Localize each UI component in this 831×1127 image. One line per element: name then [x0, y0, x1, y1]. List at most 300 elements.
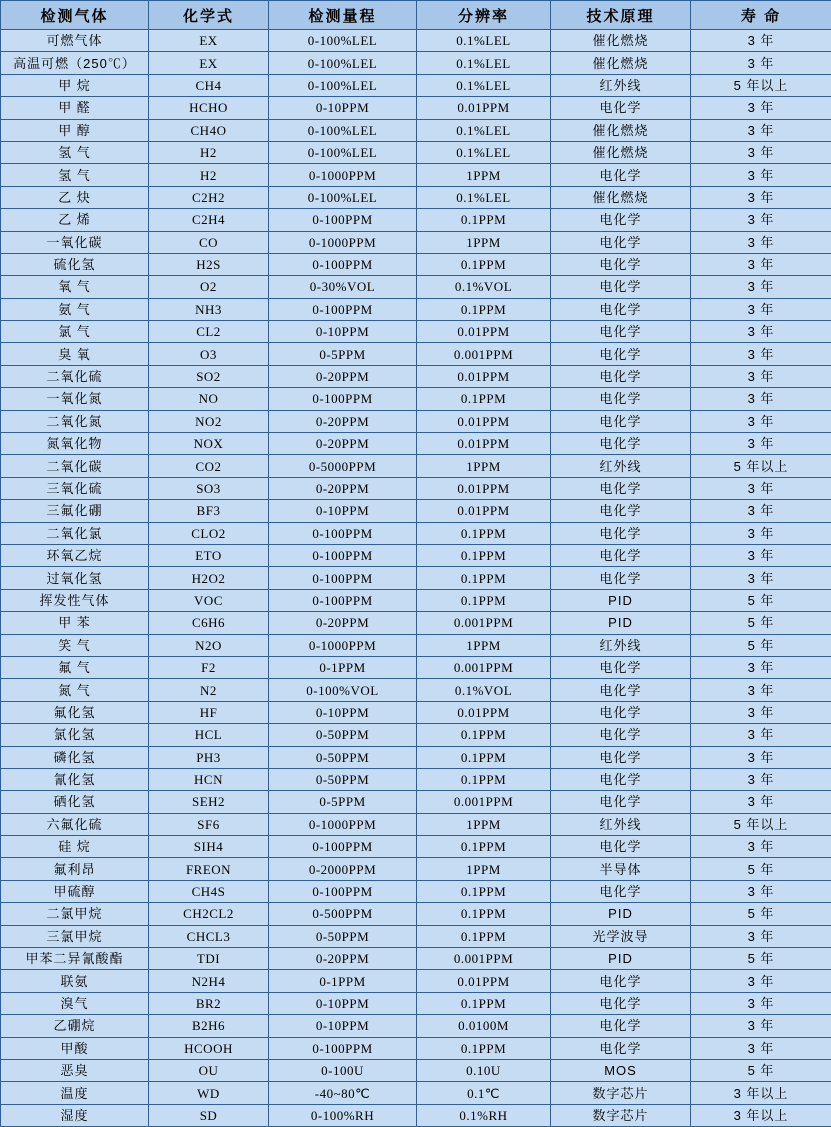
cell-principle: 光学波导 [551, 925, 691, 947]
column-header-lifetime: 寿 命 [691, 1, 831, 30]
cell-formula: HCN [149, 768, 269, 790]
cell-gas: 笑 气 [1, 634, 149, 656]
cell-resolution: 0.1%LEL [417, 119, 551, 141]
cell-formula: C2H4 [149, 209, 269, 231]
cell-lifetime: 3 年 [691, 544, 831, 566]
cell-formula: N2O [149, 634, 269, 656]
table-row [1, 992, 831, 1014]
column-header-formula: 化学式 [149, 1, 269, 30]
table-row [1, 880, 831, 902]
cell-lifetime: 3 年 [691, 209, 831, 231]
cell-principle: 催化燃烧 [551, 186, 691, 208]
cell-gas: 可燃气体 [1, 30, 149, 52]
table-row [1, 410, 831, 432]
cell-principle: 电化学 [551, 746, 691, 768]
cell-gas: 六氟化硫 [1, 813, 149, 835]
cell-lifetime: 3 年 [691, 1037, 831, 1059]
cell-formula: NO2 [149, 410, 269, 432]
cell-gas: 二氧化碳 [1, 455, 149, 477]
cell-principle: 电化学 [551, 1037, 691, 1059]
cell-formula: O2 [149, 276, 269, 298]
cell-resolution: 1PPM [417, 455, 551, 477]
cell-gas: 甲 醇 [1, 119, 149, 141]
cell-gas: 乙 炔 [1, 186, 149, 208]
cell-principle: PID [551, 589, 691, 611]
cell-lifetime: 3 年 [691, 567, 831, 589]
cell-resolution: 0.1PPM [417, 925, 551, 947]
cell-formula: SO2 [149, 365, 269, 387]
cell-formula: EX [149, 30, 269, 52]
cell-gas: 乙 烯 [1, 209, 149, 231]
cell-gas: 氯 气 [1, 321, 149, 343]
cell-formula: CO2 [149, 455, 269, 477]
cell-formula: HCHO [149, 97, 269, 119]
cell-range: 0-500PPM [269, 903, 417, 925]
cell-lifetime: 3 年 [691, 343, 831, 365]
cell-resolution: 1PPM [417, 164, 551, 186]
cell-resolution: 0.01PPM [417, 365, 551, 387]
cell-principle: 电化学 [551, 544, 691, 566]
cell-principle: 电化学 [551, 836, 691, 858]
cell-range: 0-10PPM [269, 500, 417, 522]
cell-principle: 电化学 [551, 500, 691, 522]
cell-principle: 电化学 [551, 970, 691, 992]
table-row [1, 656, 831, 678]
cell-lifetime: 3 年 [691, 500, 831, 522]
cell-formula: FREON [149, 858, 269, 880]
cell-resolution: 0.1PPM [417, 567, 551, 589]
cell-formula: CL2 [149, 321, 269, 343]
cell-range: 0-10PPM [269, 1015, 417, 1037]
table-row [1, 612, 831, 634]
cell-resolution: 0.1℃ [417, 1082, 551, 1104]
cell-lifetime: 3 年 [691, 52, 831, 74]
table-row [1, 903, 831, 925]
cell-gas: 臭 氧 [1, 343, 149, 365]
cell-range: 0-1000PPM [269, 634, 417, 656]
cell-formula: CHCL3 [149, 925, 269, 947]
cell-lifetime: 5 年 [691, 634, 831, 656]
table-row [1, 858, 831, 880]
header-row [1, 1, 831, 30]
cell-range: 0-100PPM [269, 209, 417, 231]
cell-principle: 电化学 [551, 791, 691, 813]
cell-principle: 电化学 [551, 724, 691, 746]
table-row [1, 30, 831, 52]
cell-resolution: 0.1%LEL [417, 141, 551, 163]
table-row [1, 701, 831, 723]
cell-principle: 红外线 [551, 74, 691, 96]
cell-formula: CH4 [149, 74, 269, 96]
cell-range: 0-1000PPM [269, 231, 417, 253]
cell-formula: SEH2 [149, 791, 269, 813]
cell-formula: CLO2 [149, 522, 269, 544]
cell-resolution: 0.0100M [417, 1015, 551, 1037]
table-header [1, 1, 831, 30]
table-row [1, 209, 831, 231]
cell-principle: 电化学 [551, 164, 691, 186]
cell-gas: 硒化氢 [1, 791, 149, 813]
table-row [1, 141, 831, 163]
table-row [1, 544, 831, 566]
cell-resolution: 1PPM [417, 231, 551, 253]
cell-range: 0-50PPM [269, 724, 417, 746]
cell-resolution: 0.01PPM [417, 97, 551, 119]
table-row [1, 97, 831, 119]
cell-formula: NOX [149, 433, 269, 455]
cell-formula: N2 [149, 679, 269, 701]
cell-formula: HCL [149, 724, 269, 746]
cell-principle: 电化学 [551, 276, 691, 298]
cell-principle: 电化学 [551, 992, 691, 1014]
cell-lifetime: 3 年 [691, 970, 831, 992]
cell-gas: 甲 醛 [1, 97, 149, 119]
cell-lifetime: 3 年 [691, 701, 831, 723]
table-row [1, 948, 831, 970]
cell-gas: 恶臭 [1, 1059, 149, 1081]
cell-formula: F2 [149, 656, 269, 678]
cell-principle: 电化学 [551, 410, 691, 432]
table-row [1, 164, 831, 186]
cell-principle: 红外线 [551, 455, 691, 477]
cell-gas: 湿度 [1, 1104, 149, 1126]
table-row [1, 925, 831, 947]
cell-range: 0-100%LEL [269, 141, 417, 163]
cell-range: 0-100PPM [269, 567, 417, 589]
cell-range: 0-100%LEL [269, 30, 417, 52]
cell-range: 0-100PPM [269, 388, 417, 410]
cell-lifetime: 3 年 [691, 365, 831, 387]
cell-range: 0-20PPM [269, 612, 417, 634]
cell-range: 0-100PPM [269, 298, 417, 320]
cell-lifetime: 3 年 [691, 880, 831, 902]
cell-principle: 电化学 [551, 768, 691, 790]
cell-formula: CO [149, 231, 269, 253]
table-row [1, 52, 831, 74]
cell-formula: H2 [149, 164, 269, 186]
cell-lifetime: 3 年 [691, 321, 831, 343]
cell-range: 0-20PPM [269, 948, 417, 970]
cell-formula: BR2 [149, 992, 269, 1014]
cell-formula: PH3 [149, 746, 269, 768]
cell-gas: 一氧化碳 [1, 231, 149, 253]
cell-formula: H2 [149, 141, 269, 163]
cell-lifetime: 3 年 [691, 791, 831, 813]
cell-gas: 二氧化氮 [1, 410, 149, 432]
cell-formula: NH3 [149, 298, 269, 320]
cell-gas: 环氧乙烷 [1, 544, 149, 566]
cell-lifetime: 3 年 [691, 925, 831, 947]
cell-resolution: 0.01PPM [417, 410, 551, 432]
cell-formula: VOC [149, 589, 269, 611]
cell-range: 0-100%LEL [269, 52, 417, 74]
cell-gas: 氢 气 [1, 141, 149, 163]
table-row [1, 433, 831, 455]
cell-resolution: 0.1PPM [417, 992, 551, 1014]
table-row [1, 74, 831, 96]
cell-lifetime: 3 年 [691, 656, 831, 678]
cell-range: 0-100PPM [269, 544, 417, 566]
cell-principle: 电化学 [551, 253, 691, 275]
cell-principle: 电化学 [551, 1015, 691, 1037]
cell-lifetime: 3 年 [691, 746, 831, 768]
cell-range: 0-100%LEL [269, 119, 417, 141]
cell-resolution: 0.1PPM [417, 544, 551, 566]
cell-lifetime: 3 年 [691, 298, 831, 320]
table-row [1, 724, 831, 746]
cell-gas: 硫化氢 [1, 253, 149, 275]
cell-gas: 温度 [1, 1082, 149, 1104]
cell-principle: 电化学 [551, 231, 691, 253]
table-row [1, 634, 831, 656]
cell-principle: 电化学 [551, 209, 691, 231]
cell-principle: 电化学 [551, 701, 691, 723]
cell-resolution: 0.01PPM [417, 433, 551, 455]
cell-range: 0-100PPM [269, 589, 417, 611]
table-row [1, 679, 831, 701]
cell-resolution: 0.1PPM [417, 903, 551, 925]
cell-range: 0-20PPM [269, 410, 417, 432]
cell-lifetime: 5 年 [691, 589, 831, 611]
cell-lifetime: 3 年 [691, 97, 831, 119]
cell-gas: 二氯甲烷 [1, 903, 149, 925]
cell-lifetime: 5 年 [691, 858, 831, 880]
cell-resolution: 0.1%RH [417, 1104, 551, 1126]
table-row [1, 321, 831, 343]
cell-gas: 溴气 [1, 992, 149, 1014]
cell-principle: 催化燃烧 [551, 30, 691, 52]
cell-resolution: 0.01PPM [417, 701, 551, 723]
cell-range: 0-100%LEL [269, 186, 417, 208]
cell-lifetime: 5 年 [691, 612, 831, 634]
column-header-principle: 技术原理 [551, 1, 691, 30]
cell-gas: 二氧化硫 [1, 365, 149, 387]
cell-formula: HCOOH [149, 1037, 269, 1059]
table-row [1, 1059, 831, 1081]
cell-range: 0-30%VOL [269, 276, 417, 298]
cell-gas: 挥发性气体 [1, 589, 149, 611]
cell-resolution: 0.1%LEL [417, 74, 551, 96]
cell-formula: C2H2 [149, 186, 269, 208]
cell-gas: 乙硼烷 [1, 1015, 149, 1037]
cell-principle: 催化燃烧 [551, 52, 691, 74]
table-row [1, 500, 831, 522]
cell-gas: 联氨 [1, 970, 149, 992]
cell-lifetime: 3 年 [691, 724, 831, 746]
cell-formula: HF [149, 701, 269, 723]
column-header-gas: 检测气体 [1, 1, 149, 30]
cell-resolution: 0.1PPM [417, 768, 551, 790]
cell-principle: 数字芯片 [551, 1104, 691, 1126]
cell-lifetime: 3 年 [691, 186, 831, 208]
table-row [1, 1037, 831, 1059]
table-row [1, 1082, 831, 1104]
cell-gas: 氢 气 [1, 164, 149, 186]
cell-formula: CH4S [149, 880, 269, 902]
cell-resolution: 0.001PPM [417, 612, 551, 634]
table-row [1, 119, 831, 141]
cell-resolution: 0.1PPM [417, 1037, 551, 1059]
cell-resolution: 0.1PPM [417, 724, 551, 746]
cell-gas: 甲苯二异氰酸酯 [1, 948, 149, 970]
cell-gas: 氟化氢 [1, 701, 149, 723]
table-body [1, 30, 831, 1127]
cell-lifetime: 3 年 [691, 141, 831, 163]
cell-principle: MOS [551, 1059, 691, 1081]
cell-principle: PID [551, 903, 691, 925]
cell-principle: 电化学 [551, 522, 691, 544]
cell-lifetime: 3 年 [691, 679, 831, 701]
cell-lifetime: 5 年 [691, 903, 831, 925]
table-row [1, 455, 831, 477]
column-header-resolution: 分辨率 [417, 1, 551, 30]
cell-gas: 甲 苯 [1, 612, 149, 634]
cell-resolution: 0.1PPM [417, 388, 551, 410]
cell-gas: 高温可燃（250℃） [1, 52, 149, 74]
cell-gas: 三氧化硫 [1, 477, 149, 499]
cell-range: 0-10PPM [269, 701, 417, 723]
cell-principle: 电化学 [551, 97, 691, 119]
cell-range: 0-5PPM [269, 791, 417, 813]
cell-lifetime: 3 年 [691, 522, 831, 544]
cell-formula: SIH4 [149, 836, 269, 858]
cell-range: 0-100PPM [269, 253, 417, 275]
table-row [1, 768, 831, 790]
cell-lifetime: 3 年 [691, 836, 831, 858]
cell-lifetime: 3 年 [691, 30, 831, 52]
cell-principle: 半导体 [551, 858, 691, 880]
cell-gas: 三氯甲烷 [1, 925, 149, 947]
cell-lifetime: 5 年 [691, 948, 831, 970]
cell-principle: 电化学 [551, 880, 691, 902]
cell-formula: OU [149, 1059, 269, 1081]
cell-resolution: 0.01PPM [417, 500, 551, 522]
cell-range: 0-100PPM [269, 836, 417, 858]
cell-gas: 氧 气 [1, 276, 149, 298]
cell-range: 0-100%VOL [269, 679, 417, 701]
cell-gas: 一氧化氮 [1, 388, 149, 410]
cell-principle: 电化学 [551, 343, 691, 365]
cell-resolution: 0.1PPM [417, 746, 551, 768]
cell-gas: 磷化氢 [1, 746, 149, 768]
table-row [1, 1104, 831, 1126]
cell-range: 0-50PPM [269, 925, 417, 947]
cell-range: 0-20PPM [269, 477, 417, 499]
cell-lifetime: 3 年以上 [691, 1082, 831, 1104]
table-row [1, 836, 831, 858]
cell-principle: 红外线 [551, 634, 691, 656]
cell-formula: BF3 [149, 500, 269, 522]
cell-lifetime: 3 年 [691, 231, 831, 253]
cell-resolution: 1PPM [417, 813, 551, 835]
cell-formula: SF6 [149, 813, 269, 835]
cell-principle: 催化燃烧 [551, 141, 691, 163]
cell-gas: 甲酸 [1, 1037, 149, 1059]
table-row [1, 791, 831, 813]
cell-resolution: 0.1PPM [417, 522, 551, 544]
cell-formula: B2H6 [149, 1015, 269, 1037]
cell-lifetime: 3 年 [691, 276, 831, 298]
cell-resolution: 0.1%VOL [417, 276, 551, 298]
cell-range: 0-100U [269, 1059, 417, 1081]
cell-formula: EX [149, 52, 269, 74]
cell-formula: H2S [149, 253, 269, 275]
cell-range: 0-100%LEL [269, 74, 417, 96]
cell-gas: 氟 气 [1, 656, 149, 678]
cell-lifetime: 3 年 [691, 164, 831, 186]
cell-gas: 二氧化氯 [1, 522, 149, 544]
cell-resolution: 1PPM [417, 634, 551, 656]
cell-principle: 电化学 [551, 365, 691, 387]
cell-formula: CH2CL2 [149, 903, 269, 925]
cell-resolution: 0.1%VOL [417, 679, 551, 701]
cell-formula: CH4O [149, 119, 269, 141]
table-row [1, 276, 831, 298]
table-row [1, 186, 831, 208]
table-row [1, 813, 831, 835]
cell-principle: 电化学 [551, 433, 691, 455]
table-row [1, 522, 831, 544]
cell-gas: 甲 烷 [1, 74, 149, 96]
cell-principle: 电化学 [551, 656, 691, 678]
column-header-range: 检测量程 [269, 1, 417, 30]
cell-formula: NO [149, 388, 269, 410]
cell-lifetime: 3 年 [691, 768, 831, 790]
cell-principle: 催化燃烧 [551, 119, 691, 141]
cell-lifetime: 3 年 [691, 410, 831, 432]
cell-principle: 电化学 [551, 567, 691, 589]
cell-range: 0-1PPM [269, 970, 417, 992]
cell-gas: 甲硫醇 [1, 880, 149, 902]
cell-range: 0-100PPM [269, 880, 417, 902]
cell-formula: TDI [149, 948, 269, 970]
cell-formula: O3 [149, 343, 269, 365]
cell-lifetime: 5 年以上 [691, 74, 831, 96]
cell-resolution: 0.01PPM [417, 970, 551, 992]
cell-range: 0-100PPM [269, 1037, 417, 1059]
cell-gas: 氟利昂 [1, 858, 149, 880]
cell-range: 0-100%RH [269, 1104, 417, 1126]
cell-lifetime: 5 年以上 [691, 813, 831, 835]
table-row [1, 343, 831, 365]
cell-gas: 氮 气 [1, 679, 149, 701]
table-row [1, 970, 831, 992]
cell-range: 0-5PPM [269, 343, 417, 365]
cell-formula: H2O2 [149, 567, 269, 589]
cell-lifetime: 5 年以上 [691, 455, 831, 477]
cell-gas: 三氟化硼 [1, 500, 149, 522]
cell-principle: 电化学 [551, 298, 691, 320]
cell-range: 0-50PPM [269, 768, 417, 790]
cell-resolution: 0.001PPM [417, 948, 551, 970]
cell-gas: 氯化氢 [1, 724, 149, 746]
cell-resolution: 0.1PPM [417, 209, 551, 231]
table-row [1, 253, 831, 275]
cell-resolution: 0.01PPM [417, 477, 551, 499]
cell-resolution: 0.1%LEL [417, 52, 551, 74]
cell-resolution: 1PPM [417, 858, 551, 880]
cell-resolution: 0.1PPM [417, 589, 551, 611]
cell-resolution: 0.01PPM [417, 321, 551, 343]
cell-lifetime: 3 年 [691, 992, 831, 1014]
cell-range: 0-10PPM [269, 321, 417, 343]
cell-range: 0-50PPM [269, 746, 417, 768]
cell-principle: 电化学 [551, 321, 691, 343]
cell-gas: 硅 烷 [1, 836, 149, 858]
cell-lifetime: 3 年 [691, 119, 831, 141]
cell-gas: 氰化氢 [1, 768, 149, 790]
cell-resolution: 0.10U [417, 1059, 551, 1081]
